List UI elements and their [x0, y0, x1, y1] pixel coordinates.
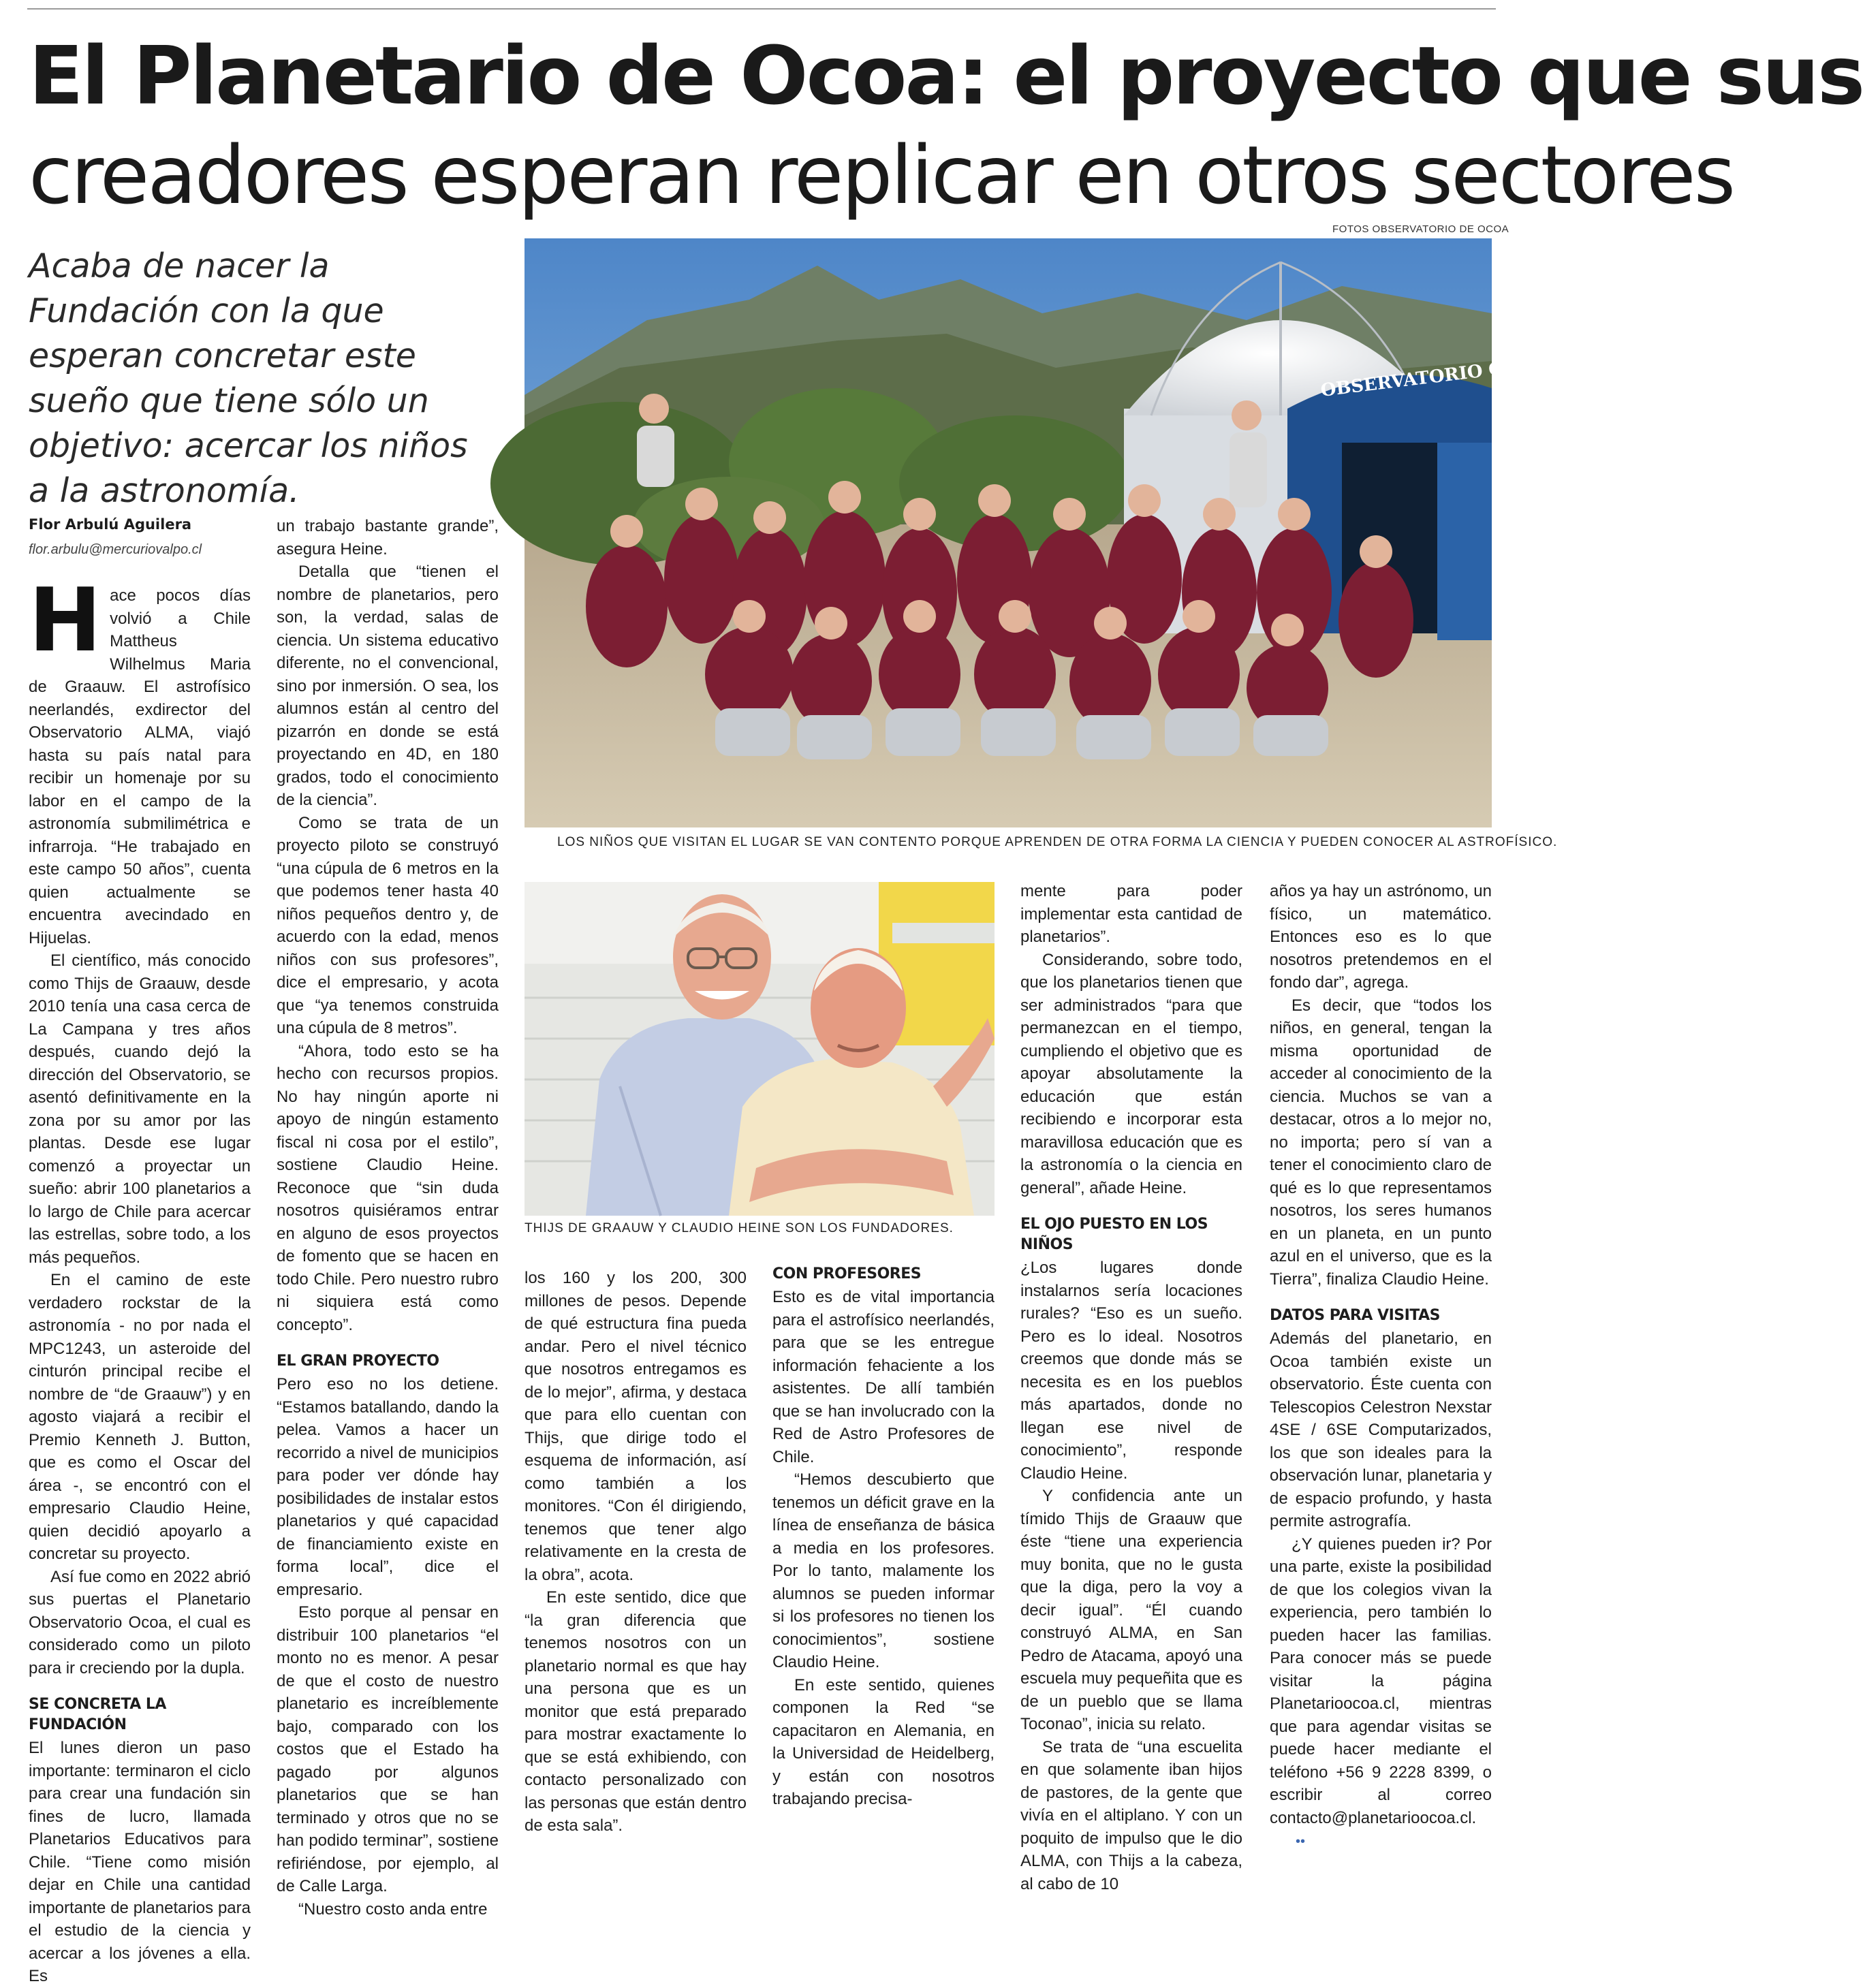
- byline: [29, 516, 274, 558]
- column-3: [525, 1267, 747, 1837]
- headline-line-2: creadores esperan replicar en otros sectores: [29, 128, 1734, 222]
- paragraph: Esto es de vital importancia para el astrofísico neerlandés, para que se les entregue información fehaciente a los asistentes. De allí también que se han involucrado con la Red de Astro Profesores de Chile.: [772, 1288, 995, 1466]
- paragraph: En este sentido, quienes componen la Red “se capacitaron en Alemania, en la Universidad de Heidelberg, y están con nosotros trabajando precisa-: [772, 1675, 995, 1808]
- subheading-datos-visitas: DATOS PARA VISITAS: [1270, 1307, 1440, 1324]
- main-photo-caption: LOS NIÑOS QUE VISITAN EL LUGAR SE VAN CONTENTO PORQUE APRENDEN DE OTRA FORMA LA CIENCIA Y PUEDEN CONOCER AL ASTROFÍSICO.: [557, 835, 1558, 849]
- paragraph: En el camino de este verdadero rockstar de la astronomía - no por nada el MPC1243, un asteroide del cinturón principal recibe el nombre de “de Graauw”) y en agosto viajará a recibir el Premio Kenneth J. Button, que es como el Oscar del área -, se encontró con el empresario Claudio Heine, quien decidió apoyarlo a concretar su proyecto.: [29, 1271, 251, 1563]
- founders-photo: [525, 882, 995, 1216]
- photo-credit: FOTOS OBSERVATORIO DE OCOA: [1332, 223, 1509, 235]
- founders-photo-caption: THIJS DE GRAAUW Y CLAUDIO HEINE SON LOS FUNDADORES.: [525, 1221, 954, 1235]
- column-2: [277, 515, 499, 1921]
- first-paragraph-text: ace pocos días volvió a Chile Mattheus Wilhelmus Maria de Graauw. El astrofísico neerlandés, exdirector del Observatorio ALMA, viajó hasta su país natal para recibir un homenaje por su labor en el campo de la astronomía submilimétrica e infrarroja. “He trabajado en este campo 50 años”, cuenta quien actualmente se encuentra avecindado en Hijuelas.: [29, 586, 251, 947]
- final-paragraph-text: ¿Y quienes pueden ir? Por una parte, existe la posibilidad de que los colegios vivan la experiencia, pero también lo pueden hacer las familias. Para conocer más se puede visitar la página Planetarioocoa.cl, mientras que para agendar visitas se puede hacer mediante el teléfono +56 9 2228 8399, o escribir al correo contacto@planetarioocoa.cl.: [1270, 1534, 1492, 1827]
- author-email[interactable]: flor.arbulu@mercuriovalpo.cl: [29, 542, 202, 557]
- column-6: [1270, 880, 1492, 1854]
- lead-paragraph: Acaba de nacer la Fundación con la que esperan concretar este sueño que tiene sólo un objetivo: acercar los niños a la astronomía.: [29, 247, 468, 510]
- subheading-ojo-puesto: EL OJO PUESTO EN LOS NIÑOS: [1020, 1216, 1208, 1253]
- subheading-gran-proyecto: EL GRAN PROYECTO: [277, 1353, 439, 1370]
- subheading-fundacion: SE CONCRETA LA FUNDACIÓN: [29, 1696, 166, 1733]
- founders-photo-illustration: [525, 882, 995, 1216]
- paragraph-final: [1270, 1533, 1492, 1854]
- observatory-sign: OBSERVATORIO OCOA: [1319, 353, 1548, 401]
- paragraph: un trabajo bastante grande”, asegura Heine.: [277, 517, 499, 558]
- paragraph: Detalla que “tienen el nombre de planetarios, pero son, la verdad, salas de ciencia. Un sistema educativo diferente, no el convencional, sino por inmersión. O sea, los alumnos están al centro del pizarrón en donde se está proyectando en 4D, en 180 grados, todo el conocimiento de la ciencia”.: [277, 563, 499, 809]
- paragraph: El lunes dieron un paso importante: terminaron el ciclo para crear una fundación sin fines de lucro, llamada Planetarios Educativos para Chile. “Tiene como misión dejar en Chile una cantidad importante de planetarios para el estudio de la ciencia y acercar a los jóvenes a ella. Es: [29, 1739, 251, 1985]
- paragraph: mente para poder implementar esta cantidad de planetarios”.: [1020, 882, 1242, 946]
- column-4: [772, 1264, 995, 1811]
- paragraph: “Ahora, todo esto se ha hecho con recursos propios. No hay ningún aporte ni apoyo de ningún estamento fiscal ni cosa por el estilo”, sostiene Claudio Heine. Reconoce que “sin duda nosotros quisiéramos entrar en alguno de esos proyectos de fomento que se hacen en todo Chile. Pero nuestro rubro ni siquiera está como concepto”.: [277, 1041, 499, 1334]
- paragraph: Considerando, sobre todo, que los planetarios tienen que ser administrados “para que permanezcan en el tiempo, cumpliendo el objetivo que es apoyar absolutamente la educación que están recibiendo e incorporar esta maravillosa educación que es la astronomía o la ciencia en general”, añade Heine.: [1020, 950, 1242, 1197]
- paragraph: ¿Los lugares donde instalarnos sería locaciones rurales? “Eso es un sueño. Pero es lo ideal. Nosotros creemos que donde más se necesita es en los pueblos más apartados, donde no llegan ese nivel de conocimiento”, responde Claudio Heine.: [1020, 1259, 1242, 1483]
- first-paragraph: [29, 570, 251, 949]
- paragraph: “Hemos descubierto que tenemos un déficit grave en la línea de enseñanza de básica a media en los profesores. Por lo tanto, malamente los alumnos se pueden informar si los profesores no tienen los conocimientos”, sostiene Claudio Heine.: [772, 1470, 995, 1671]
- observatory-photo-illustration: [525, 238, 1548, 827]
- column-5: [1020, 880, 1242, 1895]
- subheading-profesores: CON PROFESORES: [772, 1265, 922, 1282]
- end-mark-icon: ••: [1296, 1834, 1306, 1849]
- paragraph: Así fue como en 2022 abrió sus puertas el Planetario Observatorio Ocoa, el cual es considerado como un piloto para ir creciendo por la dupla.: [29, 1567, 251, 1677]
- paragraph: Pero eso no los detiene. “Estamos batallando, dando la pelea. Vamos a hacer un recorrido a nivel de municipios para poder ver dónde hay posibilidades de instalar estos planetarios y qué capacidad de financiamiento existe en forma local”, dice el empresario.: [277, 1375, 499, 1599]
- paragraph: Y confidencia ante un tímido Thijs de Graauw que éste “tiene una experiencia muy bonita, que no le gusta que la diga, pero la voy a decir igual”. “Él cuando construyó ALMA, en San Pedro de Atacama, apoyó una escuela muy pequeñita que es de un pueblo que se llama Toconao”, inicia su relato.: [1020, 1487, 1242, 1733]
- top-rule: [27, 8, 1496, 10]
- paragraph: Se trata de “una escuelita en que solamente iban hijos de pastores, de la gente que vivía en el altiplano. Y con un poquito de impulso que le dio ALMA, con Thijs a la cabeza, al cabo de 10: [1020, 1737, 1242, 1893]
- paragraph: En este sentido, dice que “la gran diferencia que tenemos nosotros con un planetario normal es que hay una persona que es un monitor que está preparado para mostrar exactamente lo que se está exhibiendo, con contacto personalizado con las personas que están dentro de esta sala”.: [525, 1588, 747, 1835]
- paragraph: años ya hay un astrónomo, un físico, un matemático. Entonces eso es lo que nosotros pretendemos en el fondo dar”, agrega.: [1270, 882, 1492, 992]
- author-name: Flor Arbulú Aguilera: [29, 516, 192, 533]
- paragraph: los 160 y los 200, 300 millones de pesos. Depende de qué estructura fina pueda andar. Pero el nivel técnico que nosotros entregamos es de lo mejor”, afirma, y destaca que para ello cuentan con Thijs, que dirige todo el esquema de información, así como también a los monitores. “Con él dirigiendo, tenemos que tener algo relativamente en la cresta de la obra”, acota.: [525, 1269, 747, 1584]
- column-1: [29, 570, 251, 1988]
- paragraph: Además del planetario, en Ocoa también existe un observatorio. Éste cuenta con Telescopios Celestron Nexstar 4SE / 6SE Computarizados, los que son ideales para la observación lunar, planetaria y de espacio profundo, y hasta permite astrografía.: [1270, 1329, 1492, 1530]
- paragraph: Esto porque al pensar en distribuir 100 planetarios “el monto no es menor. A pesar de que el costo de nuestro planetario es increíblemente bajo, comparado con los costos que el Estado ha pagado por algunos planetarios que se han terminado y otros que no se han podido terminar”, sostiene refiriéndose, por ejemplo, al de Calle Larga.: [277, 1603, 499, 1895]
- paragraph: El científico, más conocido como Thijs de Graauw, desde 2010 tenía una casa cerca de La Campana y tres años después, cuando dejó la dirección del Observatorio, se asentó definitivamente en la zona por su amor por las plantas. Desde ese lugar comenzó a proyectar un sueño: abrir 100 planetarios a lo largo de Chile para acercar las estrellas, sobre todo, a los más pequeños.: [29, 951, 251, 1267]
- paragraph: Como se trata de un proyecto piloto se construyó “una cúpula de 6 metros en la que podemos tener hasta 40 niños pequeños dentro y, de acuerdo con la edad, menos niños con sus profesores”, dice el empresario, y acota que “ya tenemos construida una cúpula de 8 metros”.: [277, 813, 499, 1037]
- paragraph: Es decir, que “todos los niños, en general, tengan la misma oportunidad de acceder al conocimiento de la ciencia. Muchos se van a destacar, otros a lo mejor no, no importa; pero sí van a tener el conocimiento claro de qué es lo que representamos nosotros, los seres humanos en un planeta, en un punto azul en el universo, que es la Tierra”, finaliza Claudio Heine.: [1270, 996, 1492, 1289]
- paragraph: “Nuestro costo anda entre: [298, 1899, 488, 1919]
- drop-cap: H: [29, 570, 102, 672]
- headline-line-1: El Planetario de Ocoa: el proyecto que sus: [29, 29, 1863, 123]
- main-photo: [525, 238, 1548, 827]
